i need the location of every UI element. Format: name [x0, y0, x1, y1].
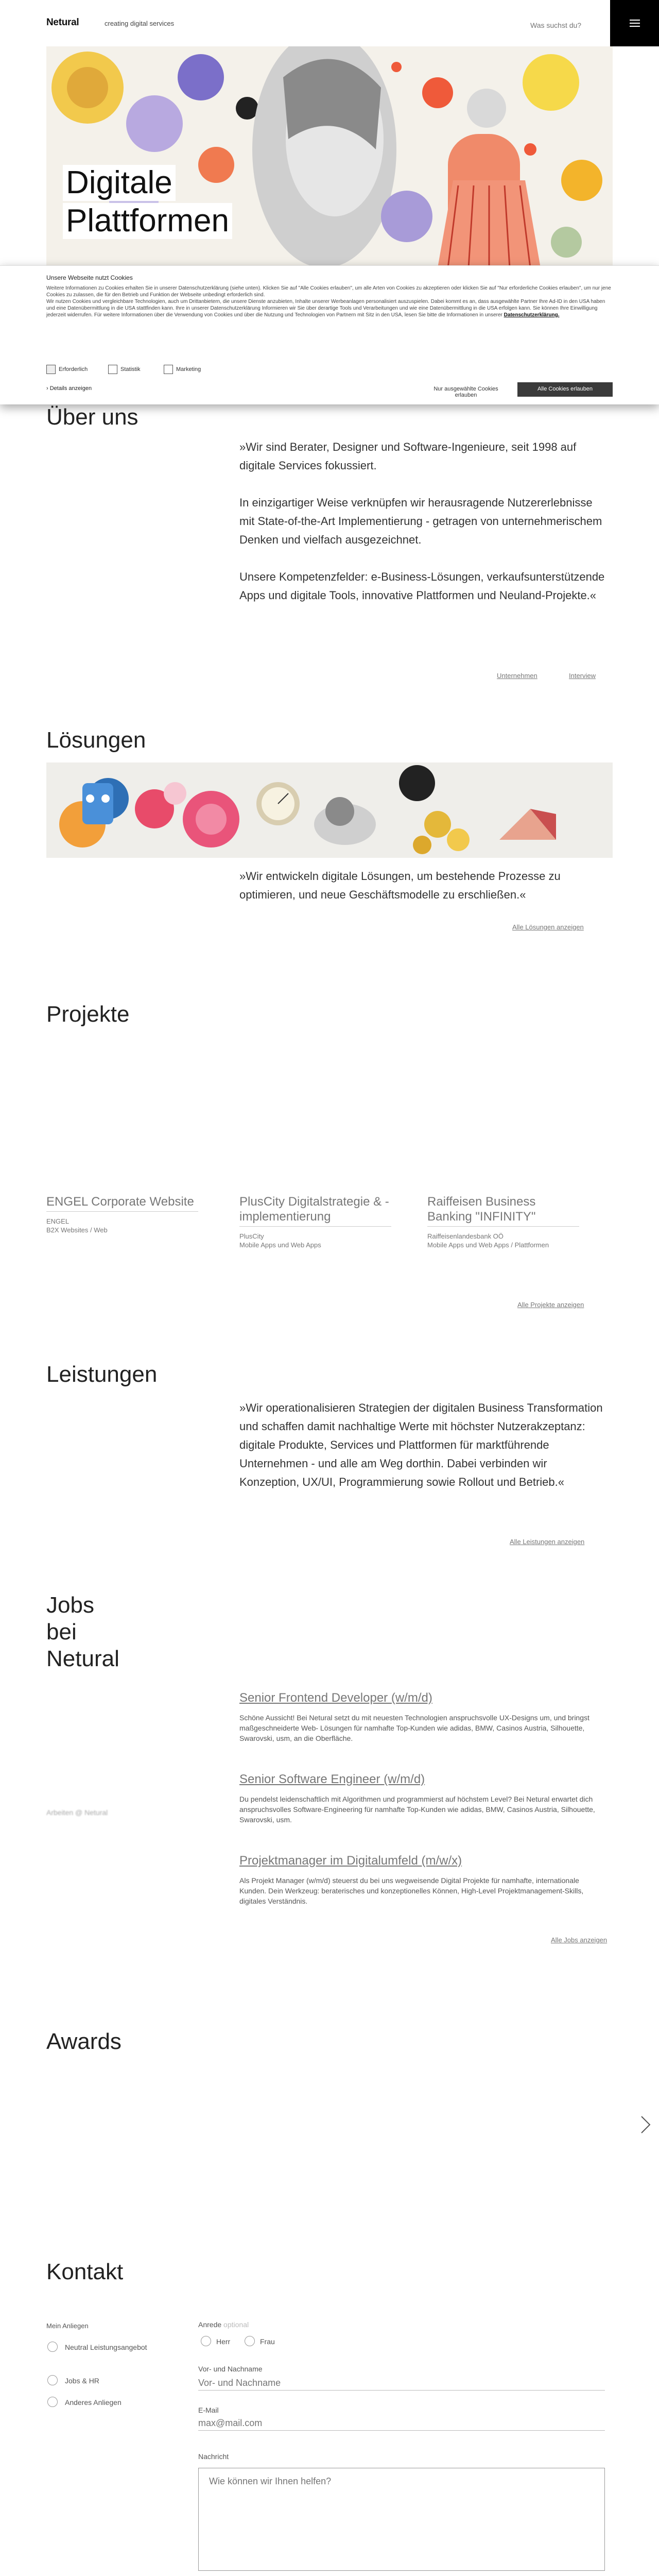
about-paragraph: In einzigartiger Weise verknüpfen wir herausragende Nutzererlebnisse mit State-of-the-Art Implementierung - getragen von unternehmerischem Denken und vielfach ausgezeichnet.: [239, 496, 602, 546]
message-label: Nachricht: [198, 2452, 229, 2461]
cookie-option-marketing[interactable]: [164, 365, 201, 374]
project-type: Mobile Apps und Web Apps / Plattformen: [427, 1241, 549, 1249]
salutation-label: [198, 2320, 249, 2329]
cookie-text-part1: Weitere Informationen zu Cookies erhalten Sie in unserer Datenschutzerklärung (siehe unten). Klicken Sie auf "Alle Cookies erlauben", um alle Arten von Cookies zu akzeptieren oder klicken Sie auf "Nur erforderliche Cookies erlauben", um nur jene Cookies zu zulassen, die für den Betrieb und Funktion der Webseite unbedingt erforderlich sind.: [46, 285, 611, 298]
optional-hint: optional: [223, 2320, 249, 2329]
all-projects-link[interactable]: Alle Projekte anzeigen: [517, 1301, 584, 1309]
salutation-option-label: Herr: [216, 2337, 231, 2346]
cookie-option-statistics[interactable]: [108, 365, 141, 374]
cookie-title: Unsere Webseite nutzt Cookies: [46, 274, 133, 281]
concern-label: Mein Anliegen: [46, 2322, 89, 2330]
concern-option-label: Neutral Leistungsangebot: [65, 2343, 147, 2351]
services-lead: »Wir operationalisieren Strategien der digitalen Business Transformation und schaffen damit nachhaltige Werte mit höchster Nutzerakzeptanz: digitale Produkte, Services und Plattformen für marktführende Unternehmen - und alle am Weg dorthin. Dabei verbinden wir Konzeption, UX/UI, Programmierung sowie Rollout und Betrieb.«: [239, 1401, 603, 1488]
email-input[interactable]: [198, 2416, 605, 2431]
tagline: creating digital services: [105, 20, 175, 27]
cookie-option-label: Marketing: [176, 366, 201, 372]
hero-title: [63, 165, 232, 241]
cookie-details-label: Details anzeigen: [49, 385, 92, 392]
salutation-label-text: Anrede: [198, 2320, 222, 2329]
projects-title: Projekte: [46, 1002, 130, 1027]
solutions-lead: »Wir entwickeln digitale Lösungen, um bestehende Prozesse zu optimieren, und neue Geschäftsmodelle zu erschließen.«: [239, 870, 561, 901]
job-item[interactable]: [239, 1772, 608, 1825]
hero-banner: [46, 46, 613, 273]
about-paragraph: Unsere Kompetenzfelder: e-Business-Lösungen, verkaufsunterstützende Apps und digitale Tools, innovative Plattformen und Neuland-Projekte.«: [239, 570, 605, 602]
project-card-raiffeisen[interactable]: [427, 1194, 579, 1249]
job-description: Als Projekt Manager (w/m/d) steuerst du bei uns wegweisende Digital Projekte für namhafte, internationale Kunden. Dein Werkzeug: beraterisches und konzeptionelles Können, High-Level Projektmanagement-Skills, digitales Verständnis.: [239, 1876, 584, 1905]
name-label: Vor- und Nachname: [198, 2365, 263, 2373]
all-jobs-link[interactable]: Alle Jobs anzeigen: [551, 1936, 608, 1944]
chevron-right-icon[interactable]: [638, 2114, 653, 2135]
logo[interactable]: Netural: [46, 17, 79, 28]
cookie-option-label: Erforderlich: [59, 366, 88, 372]
jobs-title: [46, 1592, 119, 1672]
cookie-details-link[interactable]: › Details anzeigen: [46, 385, 92, 392]
search-input[interactable]: [530, 15, 610, 31]
solutions-title: Lösungen: [46, 727, 146, 753]
project-type: Mobile Apps und Web Apps: [239, 1241, 321, 1249]
project-card-pluscity[interactable]: [239, 1194, 391, 1249]
contact-title: Kontakt: [46, 2259, 124, 2284]
project-client: PlusCity: [239, 1232, 264, 1240]
cookie-privacy-link[interactable]: Datenschutzerklärung.: [504, 312, 560, 318]
services-title: Leistungen: [46, 1362, 158, 1387]
hero-title-line2: Plattformen: [63, 203, 232, 239]
about-paragraph: »Wir sind Berater, Designer und Software-Ingenieure, seit 1998 auf digitale Services fokussiert.: [239, 440, 577, 472]
project-client: Raiffeisenlandesbank OÖ: [427, 1232, 504, 1240]
jobs-title-line: Jobs: [46, 1592, 94, 1618]
job-item[interactable]: [239, 1854, 608, 1906]
project-type: B2X Websites / Web: [46, 1226, 108, 1234]
site-header: [0, 0, 659, 46]
solutions-collage-art: [46, 762, 613, 858]
jobs-image-caption: Arbeiten @ Netural: [46, 1808, 108, 1817]
cookie-text: [46, 285, 613, 318]
message-input[interactable]: [198, 2468, 605, 2571]
company-link[interactable]: Unternehmen: [497, 672, 537, 680]
menu-icon-bar: [630, 23, 640, 24]
concern-option-label: Anderes Anliegen: [65, 2398, 122, 2406]
jobs-title-line: Netural: [46, 1646, 119, 1671]
project-card-engel[interactable]: [46, 1194, 198, 1234]
project-title: ENGEL Corporate Website: [46, 1194, 198, 1212]
project-title: PlusCity Digitalstrategie & -implementierung: [239, 1194, 391, 1227]
all-services-link[interactable]: Alle Leistungen anzeigen: [510, 1538, 585, 1546]
project-title: Raiffeisen Business Banking "INFINITY": [427, 1194, 579, 1227]
email-label: E-Mail: [198, 2406, 219, 2414]
all-solutions-link[interactable]: Alle Lösungen anzeigen: [512, 923, 584, 931]
cookie-banner: [0, 265, 659, 404]
job-title[interactable]: Senior Frontend Developer (w/m/d): [239, 1691, 432, 1705]
job-title[interactable]: Projektmanager im Digitalumfeld (m/w/x): [239, 1854, 462, 1868]
allow-selected-button[interactable]: Nur ausgewählte Cookies erlauben: [433, 386, 498, 398]
cookie-text-part2: Wir nutzen Cookies und vergleichbare Technologien, auch um Drittanbietern, die unsere Dienste anzubieten, Inhalte unserer Werbeanlagen personalisiert auszuspielen. Dabei kommt es an, dass ausgewählte Partner Ihre Ad-ID in den USA haben und eine Datenübermittlung in die USA stattfinden kann. Ihre in unserer Datenschutzerklärung Informieren wir Sie über derartige Tools und Verarbeitungen und wie eine Datenübermittlung in die USA erfolgen kann. Sie können Ihre Einwilligung jederzeit widerrufen. Für weitere Informationen über die Verwendung von Cookies und über die Nutzung und Technologien von Partnern mit Sitz in den USA, lesen Sie bitte die Informationen in unserer: [46, 299, 605, 318]
menu-icon-bar: [630, 26, 640, 27]
solutions-collage: [46, 762, 613, 858]
hero-title-line1: Digitale: [63, 165, 176, 201]
awards-title: Awards: [46, 2029, 122, 2054]
project-client: ENGEL: [46, 1217, 70, 1225]
menu-icon: [630, 20, 640, 21]
job-description: Du pendelst leidenschaftlich mit Algorithmen und programmierst auf höchstem Level? Bei Netural erwartet dich anspruchsvolles Software-Engineering für namhafte Top-Kunden wie adidas, BMW, Casinos Austria, Silhouette, Swarovski, usm.: [239, 1795, 595, 1824]
jobs-title-line: bei: [46, 1619, 77, 1645]
about-title: Über uns: [46, 404, 138, 430]
job-title[interactable]: Senior Software Engineer (w/m/d): [239, 1772, 425, 1786]
concern-option-label: Jobs & HR: [65, 2377, 99, 2385]
cookie-option-label: Statistik: [120, 366, 141, 372]
name-input[interactable]: [198, 2376, 605, 2391]
job-description: Schöne Aussicht! Bei Netural setzt du mit neuesten Technologien anspruchsvolle UX-Designs um, und bringst maßgeschneiderte Web- Lösungen für namhafte Top-Kunden wie adidas, BMW, Casinos Austria, Silhouette, Swarovski, usm, an die Oberfläche.: [239, 1714, 589, 1742]
cookie-option-required[interactable]: [46, 365, 88, 374]
salutation-option-label: Frau: [260, 2337, 275, 2346]
menu-button[interactable]: [610, 0, 659, 46]
job-item[interactable]: [239, 1691, 608, 1743]
allow-all-button[interactable]: Alle Cookies erlauben: [517, 382, 613, 397]
interview-link[interactable]: Interview: [569, 672, 596, 680]
